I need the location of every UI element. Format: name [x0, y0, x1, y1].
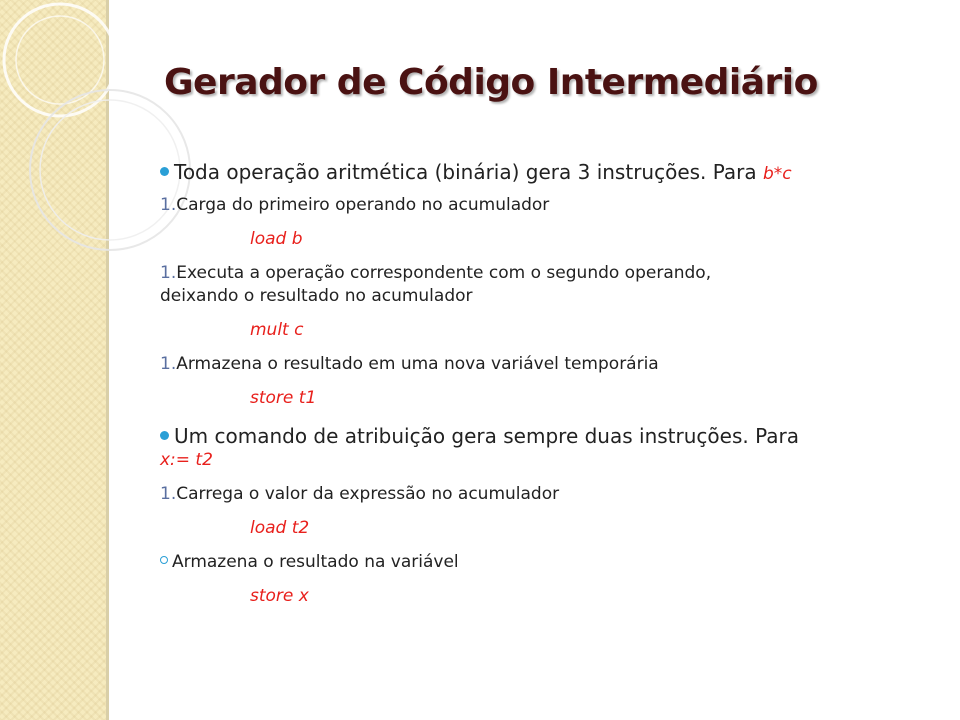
code-line: load b: [250, 229, 303, 249]
bullet-dot-icon: [160, 431, 169, 440]
item-text-continuation: deixando o resultado no acumulador: [160, 286, 473, 306]
bullet-item-arithmetic: [160, 160, 792, 184]
item-text: Armazena o resultado na variável: [172, 552, 459, 572]
inline-code: x:= t2: [160, 450, 213, 470]
bullet-text: Toda operação aritmética (binária) gera 3 instruções. Para: [174, 160, 764, 184]
code-line: load t2: [250, 518, 310, 538]
ring-bullet-icon: [160, 556, 168, 564]
inline-code: b*c: [763, 164, 792, 184]
page-title: Gerador de Código Intermediário: [164, 62, 818, 103]
numbered-item: [160, 484, 559, 504]
item-text: Armazena o resultado em uma nova variável temporária: [176, 354, 659, 374]
numbered-item: [160, 263, 711, 283]
bullet-text: Um comando de atribuição gera sempre duas instruções. Para: [174, 424, 799, 448]
item-number: 1.: [160, 354, 177, 374]
item-number: 1.: [160, 263, 177, 283]
item-text: Carga do primeiro operando no acumulador: [176, 195, 550, 215]
item-number: 1.: [160, 484, 177, 504]
item-text: Executa a operação correspondente com o segundo operando,: [176, 263, 712, 283]
item-number: 1.: [160, 195, 177, 215]
numbered-item: [160, 354, 659, 374]
code-line: store t1: [250, 388, 317, 408]
code-line: mult c: [250, 320, 304, 340]
sub-bullet-item: [160, 552, 459, 572]
bullet-dot-icon: [160, 167, 169, 176]
numbered-item: [160, 195, 549, 215]
code-line: store x: [250, 586, 309, 606]
bullet-item-assignment: [160, 424, 799, 448]
item-text: Carrega o valor da expressão no acumulador: [176, 484, 560, 504]
